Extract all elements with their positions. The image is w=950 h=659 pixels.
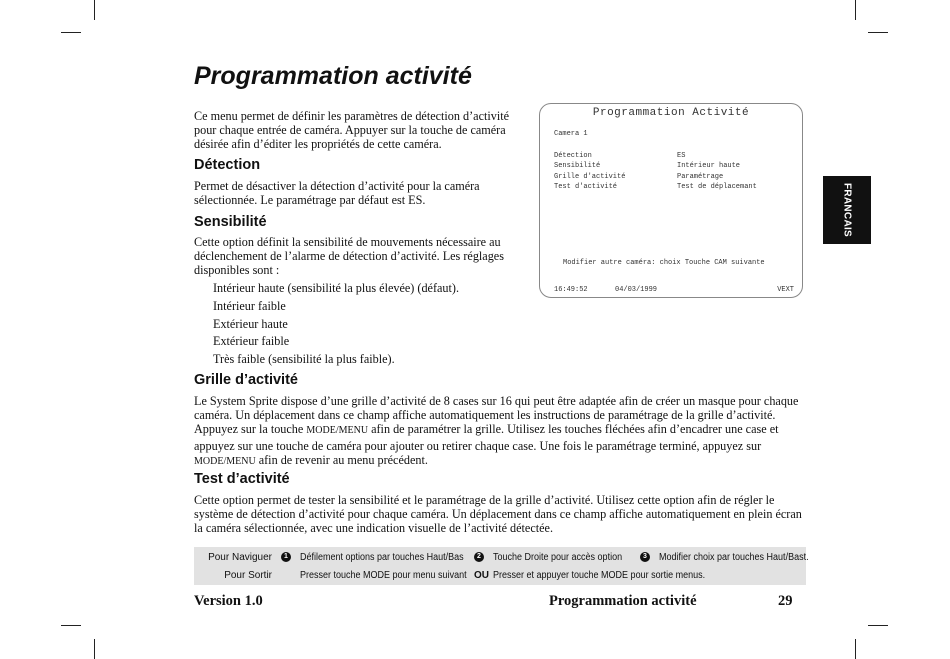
screen-row-label: Sensibilité xyxy=(554,162,601,170)
screen-title: Programmation Activité xyxy=(592,107,750,119)
step-text: Défilement options par touches Haut/Bas xyxy=(300,552,464,563)
step-text: Touche Droite pour accès option xyxy=(493,552,623,563)
screen-row-label: Détection xyxy=(554,152,592,160)
screen-date: 04/03/1999 xyxy=(615,286,658,294)
step-number-badge: 2 xyxy=(474,552,484,562)
mode-menu-key: MODE/MENU xyxy=(306,425,369,437)
crop-mark xyxy=(855,0,856,20)
crop-mark xyxy=(94,639,95,659)
step-number-badge: 3 xyxy=(640,552,650,562)
step-text: Modifier choix par touches Haut/Bast. xyxy=(659,552,809,563)
navigation-help-bar xyxy=(194,547,809,585)
step-number-badge: 1 xyxy=(281,552,291,562)
grille-text: Le System Sprite dispose d’une grille d’activité de 8 cases sur 16 qui peut être adaptée afin de créer un masque pour chaque caméra. Un déplacement dans ce champ affiche automatiquement les instructions de paramétrage de la grille d’activité. Appuyez sur la touche xyxy=(194,394,799,437)
crop-mark xyxy=(868,625,888,626)
screen-brand: VEXT xyxy=(777,286,794,294)
sensibilite-option: Intérieur faible xyxy=(213,299,286,313)
sensibilite-option: Intérieur haute (sensibilité la plus élevée) (défaut). xyxy=(213,281,460,295)
screen-row-value: ES xyxy=(677,152,686,160)
screen-camera: Camera 1 xyxy=(554,130,588,138)
intro-paragraph: Ce menu permet de définir les paramètres de détection d’activité pour chaque entrée de caméra. Appuyer sur la touche de caméra désirée afin d’éditer les propriétés de cette caméra. xyxy=(194,109,510,152)
footer-title: Programmation activité xyxy=(549,593,697,609)
screen-row-value: Test de déplacemant xyxy=(677,183,757,191)
monitor-screen xyxy=(539,103,803,298)
screen-row-value: Intérieur haute xyxy=(677,162,741,170)
sensibilite-heading: Sensibilité xyxy=(194,214,267,230)
crop-mark xyxy=(61,32,81,33)
exit-label: Pour Sortir xyxy=(224,570,272,581)
grille-text: afin de revenir au menu précédent. xyxy=(255,452,428,467)
grille-paragraph xyxy=(194,394,806,469)
exit-text: Presser touche MODE pour menu suivant xyxy=(300,570,467,581)
screen-hint: Modifier autre caméra: choix Touche CAM suivante xyxy=(563,259,765,267)
screen-row-label: Test d'activité xyxy=(554,183,618,191)
page-number: 29 xyxy=(778,593,793,609)
crop-mark xyxy=(94,0,95,20)
or-label: OU xyxy=(474,570,489,581)
mode-menu-key: MODE/MENU xyxy=(194,455,256,467)
language-tab-label: FRANCAIS xyxy=(841,182,853,238)
detection-heading: Détection xyxy=(194,157,261,173)
test-paragraph: Cette option permet de tester la sensibilité et le paramétrage de la grille d’activité. Utilisez cette option afin de régler le système de détection d’activité pour chaque caméra. Un déplacement dans ce champ affiche automatiquement en plein écran la caméra sélectionnée, avec une indication visuelle de l’activité détectée. xyxy=(194,493,802,536)
detection-paragraph: Permet de désactiver la détection d’activité pour la caméra sélectionnée. Le paramétrage par défaut est ES. xyxy=(194,179,480,208)
navigate-label: Pour Naviguer xyxy=(208,552,272,563)
language-tab xyxy=(823,176,871,244)
page-title: Programmation activité xyxy=(194,62,472,90)
sensibilite-option: Extérieur haute xyxy=(213,317,288,331)
crop-mark xyxy=(61,625,81,626)
screen-time: 16:49:52 xyxy=(554,286,588,294)
footer-version: Version 1.0 xyxy=(194,593,263,609)
crop-mark xyxy=(855,639,856,659)
crop-mark xyxy=(868,32,888,33)
screen-row-label: Grille d'activité xyxy=(554,173,626,181)
grille-heading: Grille d’activité xyxy=(194,372,298,388)
exit-text: Presser et appuyer touche MODE pour sortie menus. xyxy=(493,570,706,581)
screen-row-value: Paramétrage xyxy=(677,173,724,181)
sensibilite-option: Extérieur faible xyxy=(213,334,290,348)
grille-text: afin de paramétrer la grille. Utilisez les touches fléchées afin d’encadrer une case et appuyez sur une touche de caméra pour ajouter ou retirer chaque case. Une fois le paramétrage terminé, appuyez sur xyxy=(194,422,779,453)
sensibilite-paragraph: Cette option définit la sensibilité de mouvements nécessaire au déclenchement de l’alarme de détection d’activité. Les réglages disponibles sont : xyxy=(194,235,504,278)
sensibilite-option: Très faible (sensibilité la plus faible). xyxy=(213,352,395,366)
test-heading: Test d’activité xyxy=(194,471,290,487)
